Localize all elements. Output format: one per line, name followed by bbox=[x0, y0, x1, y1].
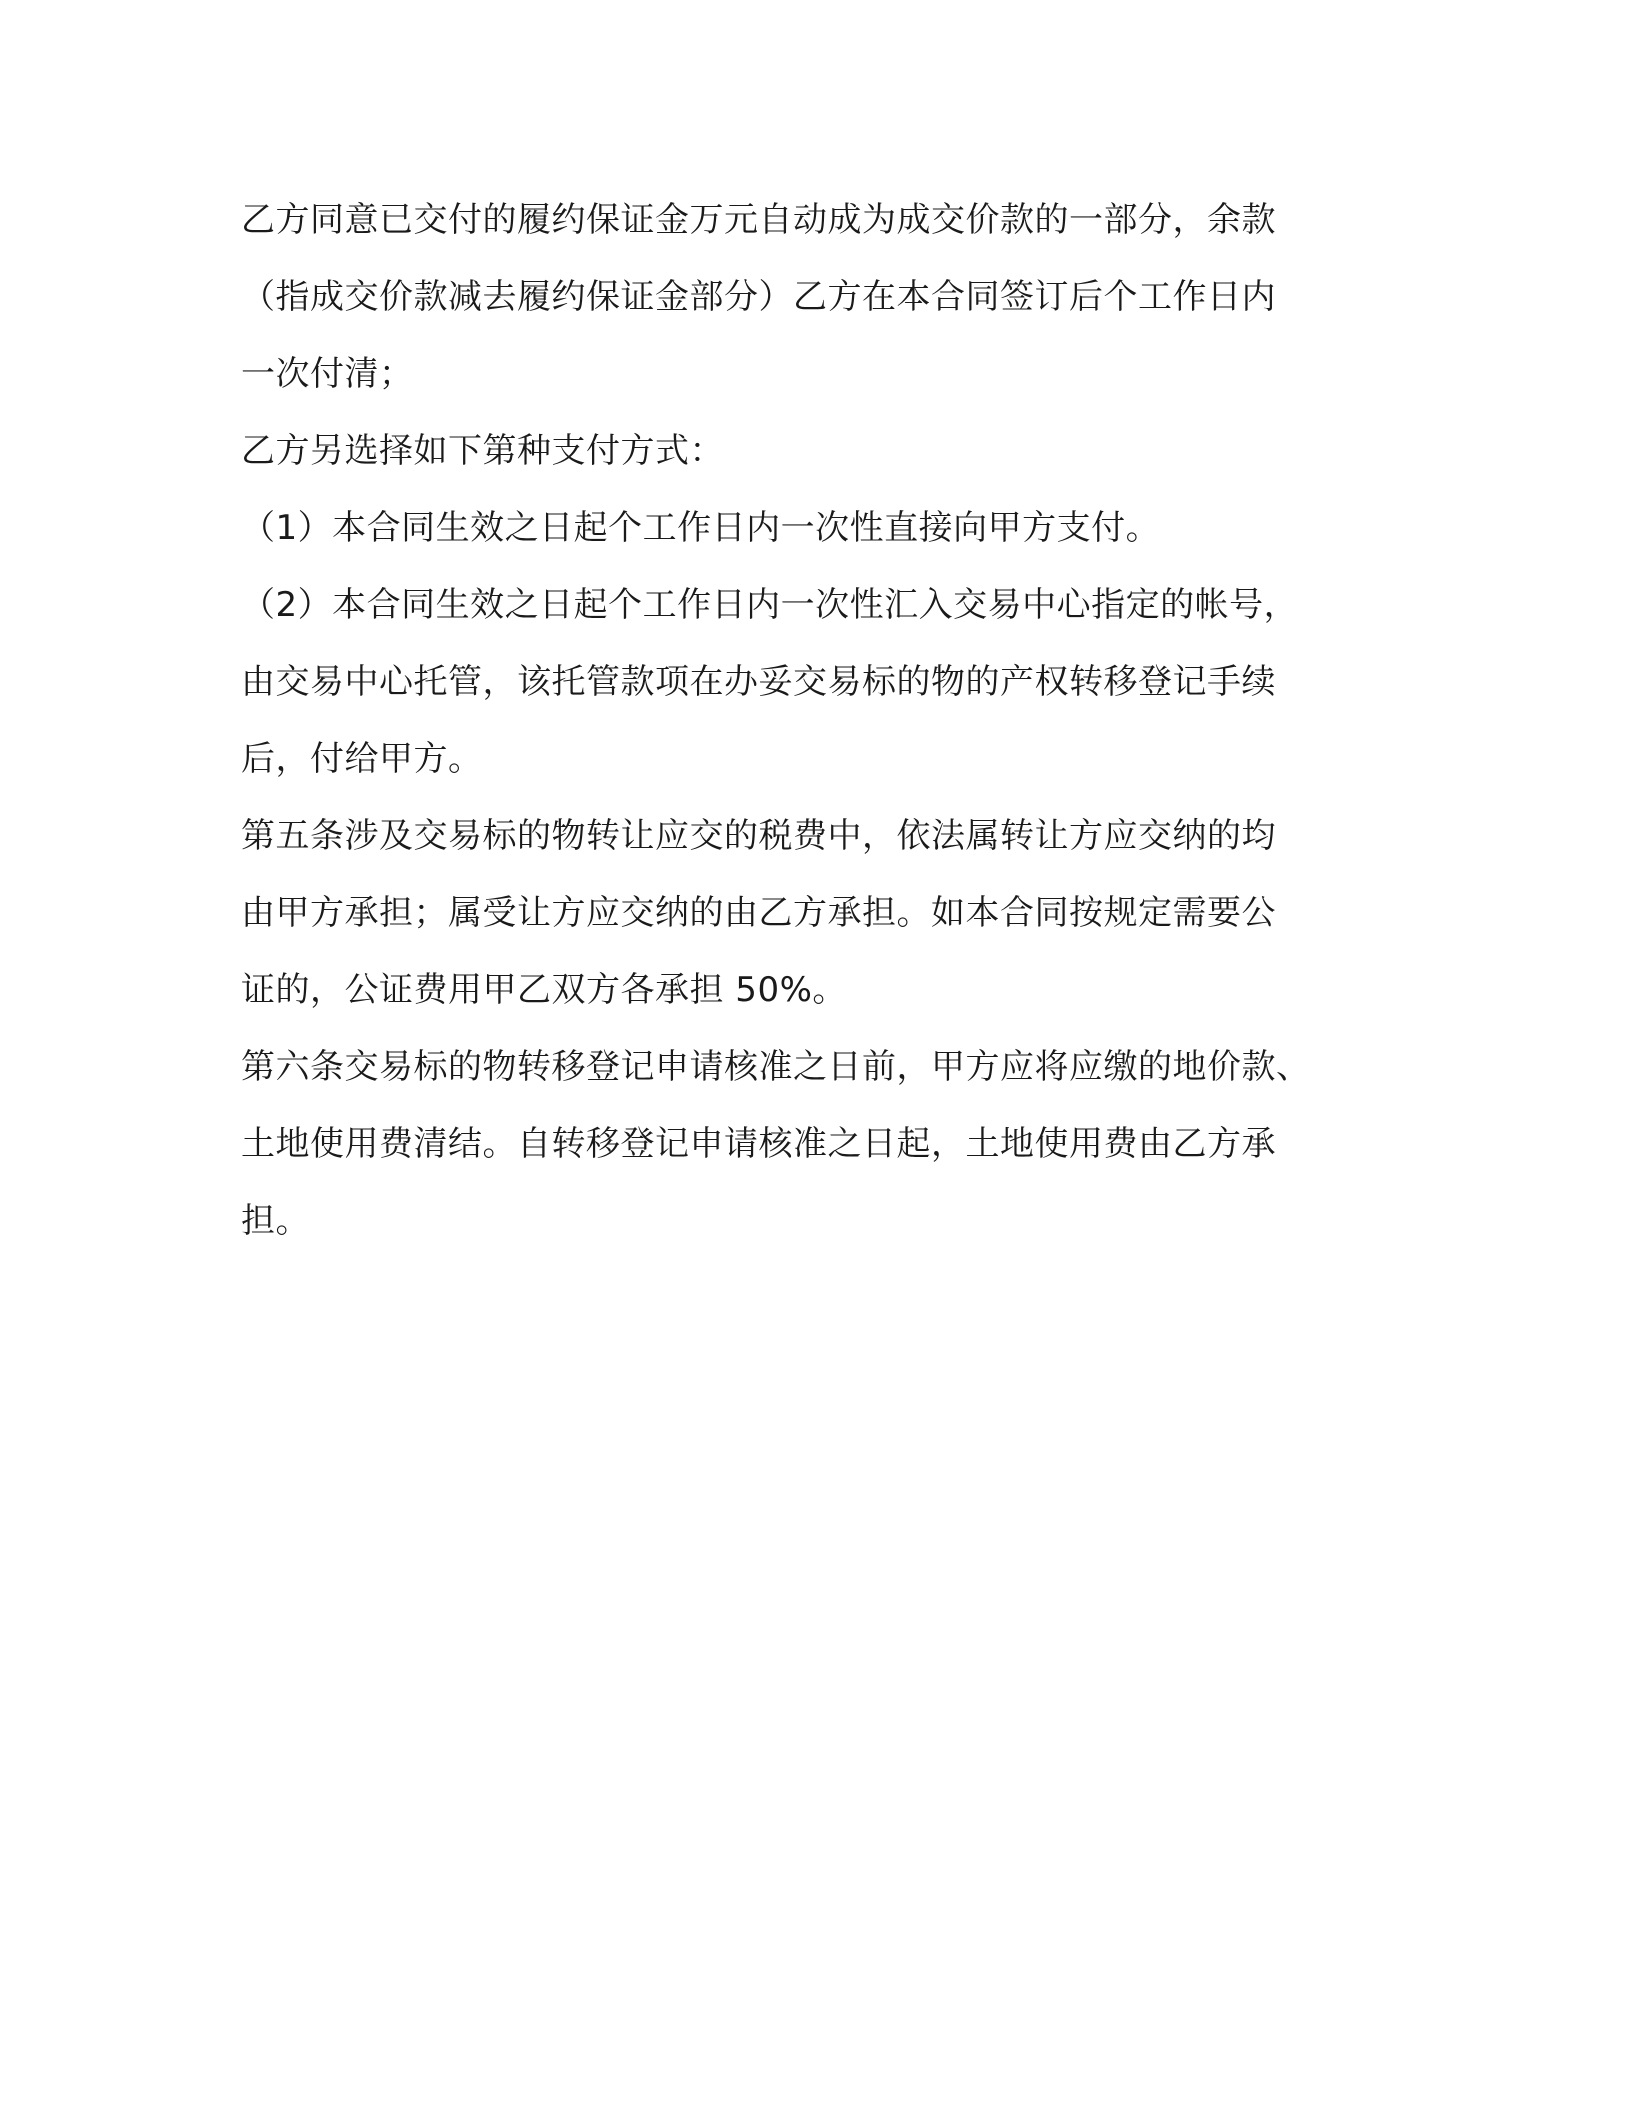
text-line: 乙方同意已交付的履约保证金万元自动成为成交价款的一部分，余款 bbox=[241, 200, 1276, 240]
document-body bbox=[241, 182, 1401, 1260]
text-line: （1）本合同生效之日起个工作日内一次性直接向甲方支付。 bbox=[241, 508, 1161, 548]
text-line: 由甲方承担；属受让方应交纳的由乙方承担。如本合同按规定需要公 bbox=[241, 893, 1276, 933]
text-line: （2）本合同生效之日起个工作日内一次性汇入交易中心指定的帐号， bbox=[241, 585, 1299, 625]
paragraph-article-6 bbox=[241, 1029, 1401, 1260]
paragraph-payment-method bbox=[241, 413, 1401, 490]
text-line: 乙方另选择如下第种支付方式： bbox=[241, 431, 724, 471]
text-line: 后，付给甲方。 bbox=[241, 739, 483, 779]
text-line: 担。 bbox=[241, 1201, 310, 1241]
text-line: 由交易中心托管，该托管款项在办妥交易标的物的产权转移登记手续 bbox=[241, 662, 1276, 702]
paragraph-option-2 bbox=[241, 567, 1401, 798]
text-line: 第五条涉及交易标的物转让应交的税费中，依法属转让方应交纳的均 bbox=[241, 816, 1276, 856]
text-line: 第六条交易标的物转移登记申请核准之日前，甲方应将应缴的地价款、 bbox=[241, 1047, 1311, 1087]
text-line: 证的，公证费用甲乙双方各承担 50%。 bbox=[241, 970, 847, 1010]
text-line: 一次付清； bbox=[241, 354, 414, 394]
paragraph-option-1 bbox=[241, 490, 1401, 567]
text-line: （指成交价款减去履约保证金部分）乙方在本合同签订后个工作日内 bbox=[241, 277, 1276, 317]
paragraph-payment-balance bbox=[241, 182, 1401, 413]
text-line: 土地使用费清结。自转移登记申请核准之日起，土地使用费由乙方承 bbox=[241, 1124, 1276, 1164]
paragraph-article-5 bbox=[241, 798, 1401, 1029]
